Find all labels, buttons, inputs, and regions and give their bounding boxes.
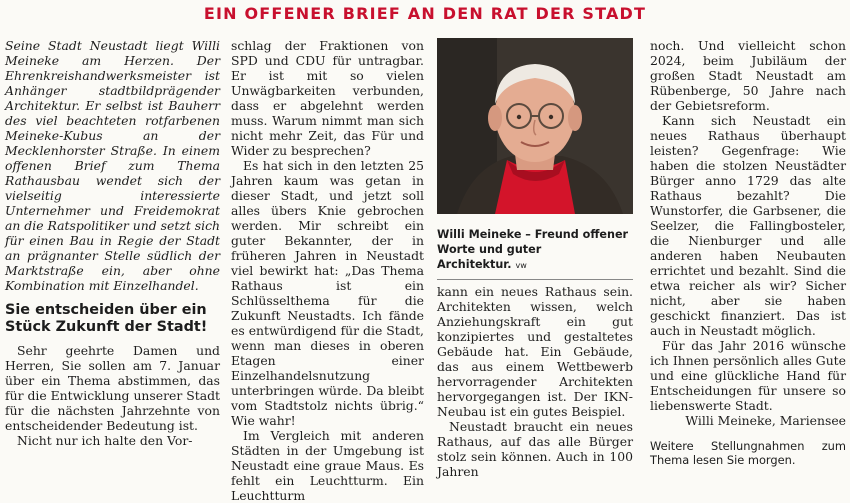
photo-caption-text: Willi Meineke – Freund offener Worte und guter Architektur. <box>437 228 629 271</box>
column-4 <box>650 38 846 467</box>
photo-caption <box>437 227 633 273</box>
letter-signature: Willi Meineke, Mariensee <box>685 413 846 428</box>
column-1 <box>5 38 220 448</box>
paragraph: Nicht nur ich halte den Vor- <box>17 433 193 448</box>
paragraph: Für das Jahr 2016 wünsche ich Ihnen persönlich alles Gute und eine glückliche Hand für Entscheidungen für unsere so liebenswerte Stadt. <box>650 338 846 413</box>
paragraph: Kann sich Neustadt ein neues Rathaus überhaupt leisten? Gegenfrage: Wie haben die stolzen Neustädter Bürger anno 1729 das alte Rathaus bezahlt? Die Wunstorfer, die Garbsener, die Seelzer, die Fallingbosteler, die Nienburger und alle anderen haben Neubauten errichtet und bezahlt. Sind die etwa reicher als wir? Sicher nicht, aber sie haben geschickt finanziert. Das ist auch in Neustadt möglich. <box>650 113 846 338</box>
portrait-photo <box>437 38 633 214</box>
article-footnote: Weitere Stellungnahmen zum Thema lesen Sie morgen. <box>650 439 846 467</box>
paragraph: noch. Und vielleicht schon 2024, beim Jubiläum der großen Stadt Neustadt am Rübenberge, 50 Jahre nach der Gebietsreform. <box>650 38 846 113</box>
paragraph: schlag der Fraktionen von SPD und CDU für untragbar. Er ist mit so vielen Unwägbarkeiten verbunden, dass er abgelehnt werden muss. Warum nimmt man sich nicht mehr Zeit, das Für und Wider zu besprechen? <box>231 38 424 158</box>
paragraph: Neustadt braucht ein neues Rathaus, auf das alle Bürger stolz sein können. Auch in 100 Jahren <box>437 419 633 479</box>
article-headline: EIN OFFENER BRIEF AN DEN RAT DER STADT <box>203 4 647 23</box>
paragraph: Sehr geehrte Damen und Herren, Sie sollen am 7. Januar über ein Thema abstimmen, das für die Entwicklung unserer Stadt für die nächsten Jahrzehnte von entscheidender Bedeutung ist. <box>5 343 220 433</box>
portrait-illustration <box>437 38 633 214</box>
paragraph: Im Vergleich mit anderen Städten in der Umgebung ist Neustadt eine graue Maus. Es fehlt ein Leuchtturm. Ein Leuchtturm <box>231 428 424 503</box>
article-subheadline: Sie entscheiden über ein Stück Zukunft der Stadt! <box>5 302 208 335</box>
column-2 <box>231 38 424 503</box>
paragraph: Es hat sich in den letzten 25 Jahren kaum was getan in dieser Stadt, und jetzt soll alles übers Knie gebrochen werden. Mir schreibt ein guter Bekannter, der in früheren Jahren in Neustadt viel bewirkt hat: „Das Thema Rathaus ist ein Schlüsselthema für die Zukunft Neustadts. Ich fände es entwürdigend für die Stadt, wenn man dieses in oberen Etagen einer Einzelhandelsnutzung unterbringen würde. Da bleibt vom Stadtstolz nichts übrig.“ Wie wahr! <box>231 158 424 428</box>
photo-credit: vw <box>515 261 527 270</box>
article-intro: Seine Stadt Neustadt liegt Willi Meineke am Herzen. Der Ehrenkreishandwerksmeister ist Anhänger stadtbildprägender Architektur. Er selbst ist Bauherr des viel beachteten rotfarbenen Meineke-Kubus an der Mecklenhorster Straße. In einem offenen Brief zum Thema Rathausbau wendet sich der vielseitig interessierte Unternehmer und Freidemokrat an die Ratspolitiker und setzt sich für einen Bau in Regie der Stadt an prägnanter Stelle südlich der Marktstraße ein, aber ohne Kombination mit Einzelhandel. <box>5 38 220 293</box>
paragraph: kann ein neues Rathaus sein. Architekten wissen, welch Anziehungskraft ein gut konzipiertes und gestaltetes Gebäude hat. Ein Gebäude, das aus einem Wettbewerb hervorragender Architekten hervorgegangen ist. Der IKN-Neubau ist ein gutes Beispiel. <box>437 284 633 419</box>
caption-divider <box>437 279 633 280</box>
column-3 <box>437 38 633 479</box>
